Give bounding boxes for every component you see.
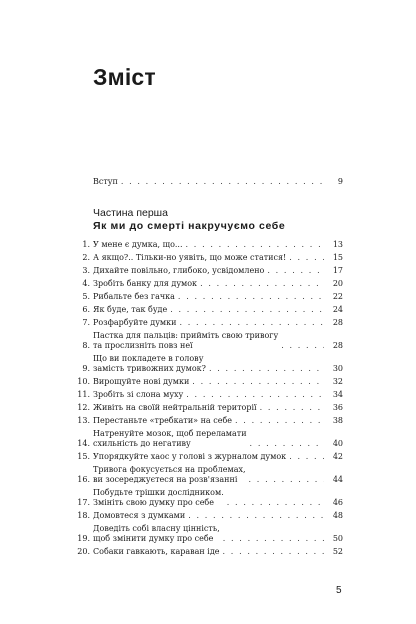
chapter-page: 34: [332, 390, 343, 399]
part-title: Як ми до смерті накручуємо себе: [93, 220, 286, 232]
leader-dots: [186, 390, 324, 400]
toc-chapter: [60, 331, 343, 351]
chapter-title: Як буде, так буде: [93, 305, 168, 314]
chapter-title: Упорядкуйте хаос у голові з журналом думок: [93, 452, 287, 461]
leader-dots: [223, 534, 324, 544]
chapter-number: 11.: [77, 390, 90, 399]
chapter-page: 32: [332, 377, 343, 386]
leader-dots: [227, 498, 324, 508]
leader-dots: [179, 318, 324, 328]
chapter-page: 20: [332, 279, 343, 288]
chapter-title-continued: замість тривожних думок?: [93, 364, 206, 373]
chapter-number: 10.: [77, 377, 90, 386]
chapter-page: 36: [332, 403, 343, 412]
chapter-title: Доведіть собі власну цінність,: [93, 524, 220, 533]
chapter-number: 15.: [77, 452, 90, 461]
toc-chapter: [60, 240, 343, 250]
chapter-title-continued: та прослизніть повз неї: [93, 341, 193, 350]
chapter-page: 28: [332, 341, 343, 350]
toc-chapter: [60, 318, 343, 328]
chapter-title: Вирощуйте нові думки: [93, 377, 190, 386]
chapter-page: 50: [332, 534, 343, 543]
chapter-page: 30: [332, 364, 343, 373]
page-title: Зміст: [93, 64, 156, 90]
chapter-number: 2.: [82, 253, 90, 262]
chapter-title: Натренуйте мозок, щоб переламати: [93, 429, 247, 438]
chapter-number: 17.: [77, 498, 90, 507]
toc-chapter: [60, 547, 343, 557]
chapter-page: 46: [332, 498, 343, 507]
leader-dots: [188, 511, 324, 521]
leader-dots: [289, 452, 324, 462]
page-number: 5: [336, 585, 342, 596]
chapter-title: Тривога фокусується на проблемах,: [93, 465, 246, 474]
chapter-page: 40: [332, 439, 343, 448]
toc-chapter: [60, 524, 343, 544]
leader-dots: [209, 364, 324, 374]
chapter-number: 13.: [77, 416, 90, 425]
leader-dots: [289, 253, 324, 263]
chapter-number: 18.: [77, 511, 90, 520]
chapter-number: 6.: [82, 305, 90, 314]
leader-dots: [281, 341, 324, 351]
chapter-number: 8.: [82, 341, 90, 350]
chapter-page: 42: [332, 452, 343, 461]
toc-chapter: [60, 377, 343, 387]
toc-chapter: [60, 416, 343, 426]
chapter-page: 48: [332, 511, 343, 520]
chapter-number: 1.: [82, 240, 90, 249]
chapter-page: 24: [332, 305, 343, 314]
leader-dots: [170, 305, 324, 315]
chapter-page: 22: [332, 292, 343, 301]
toc-chapter: [60, 266, 343, 276]
toc-intro-page: 9: [337, 177, 343, 186]
chapter-number: 16.: [77, 475, 90, 484]
toc-chapter: [60, 452, 343, 462]
chapter-title: Що ви покладете в голову: [93, 354, 204, 363]
chapter-title: А якщо?.. Тільки-но уявіть, що може статися!: [93, 253, 287, 262]
toc-chapter: [60, 354, 343, 374]
chapter-number: 7.: [82, 318, 90, 327]
chapter-title: Перестаньте «требкати» на себе: [93, 416, 232, 425]
chapter-title: Зробіть банку для думок: [93, 279, 198, 288]
toc-chapter: [60, 279, 343, 289]
part-label: Частина перша: [93, 207, 168, 219]
leader-dots: [200, 279, 324, 289]
chapter-title-continued: ви зосереджуєтеся на розв'язанні: [93, 475, 238, 484]
chapter-title: Собаки гавкають, караван іде: [93, 547, 220, 556]
chapter-title: Розфарбуйте думки: [93, 318, 177, 327]
chapter-number: 4.: [82, 279, 90, 288]
chapter-title-continued: Змініть свою думку про себе: [93, 498, 214, 507]
toc-chapter: [60, 488, 343, 508]
toc-intro-label: Вступ: [93, 177, 118, 186]
chapter-page: 44: [332, 475, 343, 484]
chapter-title: Зробіть зі слона муху: [93, 390, 184, 399]
chapter-number: 19.: [77, 534, 90, 543]
toc-chapter: [60, 465, 343, 485]
leader-dots: [235, 416, 324, 426]
chapter-title: Побудьте трішки дослідником.: [93, 488, 224, 497]
chapter-page: 52: [332, 547, 343, 556]
chapter-page: 15: [332, 253, 343, 262]
toc-chapter: [60, 253, 343, 263]
toc-chapter: [60, 292, 343, 302]
leader-dots: [267, 266, 324, 276]
toc-chapter: [60, 390, 343, 400]
chapter-number: 9.: [82, 364, 90, 373]
chapter-number: 12.: [77, 403, 90, 412]
chapter-page: 17: [332, 266, 343, 275]
toc-chapter: [60, 403, 343, 413]
leader-dots: [178, 292, 324, 302]
chapter-page: 28: [332, 318, 343, 327]
leader-dots: [192, 377, 324, 387]
leader-dots: [223, 547, 325, 557]
chapter-number: 3.: [82, 266, 90, 275]
chapter-number: 14.: [77, 439, 90, 448]
chapter-title-continued: щоб змінити думку про себе: [93, 534, 214, 543]
toc-chapter: [60, 429, 343, 449]
chapter-title: Рибальте без гачка: [93, 292, 175, 301]
leader-dots: [186, 240, 324, 250]
leader-dots: [121, 177, 324, 187]
chapter-title: Дихайте повільно, глибоко, усвідомлено: [93, 266, 265, 275]
chapter-title: Пастка для пальців: прийміть свою тривогу: [93, 331, 279, 340]
chapter-page: 38: [332, 416, 343, 425]
chapter-title: У мене є думка, що...: [93, 240, 183, 249]
toc-chapter: [60, 305, 343, 315]
leader-dots: [260, 403, 324, 413]
toc-chapter: [60, 511, 343, 521]
chapter-number: 20.: [77, 547, 90, 556]
chapter-number: 5.: [82, 292, 90, 301]
chapter-title: Домовтеся з думками: [93, 511, 186, 520]
chapter-page: 13: [332, 240, 343, 249]
toc-intro: [93, 177, 343, 187]
leader-dots: [250, 439, 324, 449]
chapter-title-continued: схильність до негативу: [93, 439, 191, 448]
chapter-title: Живіть на своїй нейтральній території: [93, 403, 257, 412]
leader-dots: [249, 475, 324, 485]
